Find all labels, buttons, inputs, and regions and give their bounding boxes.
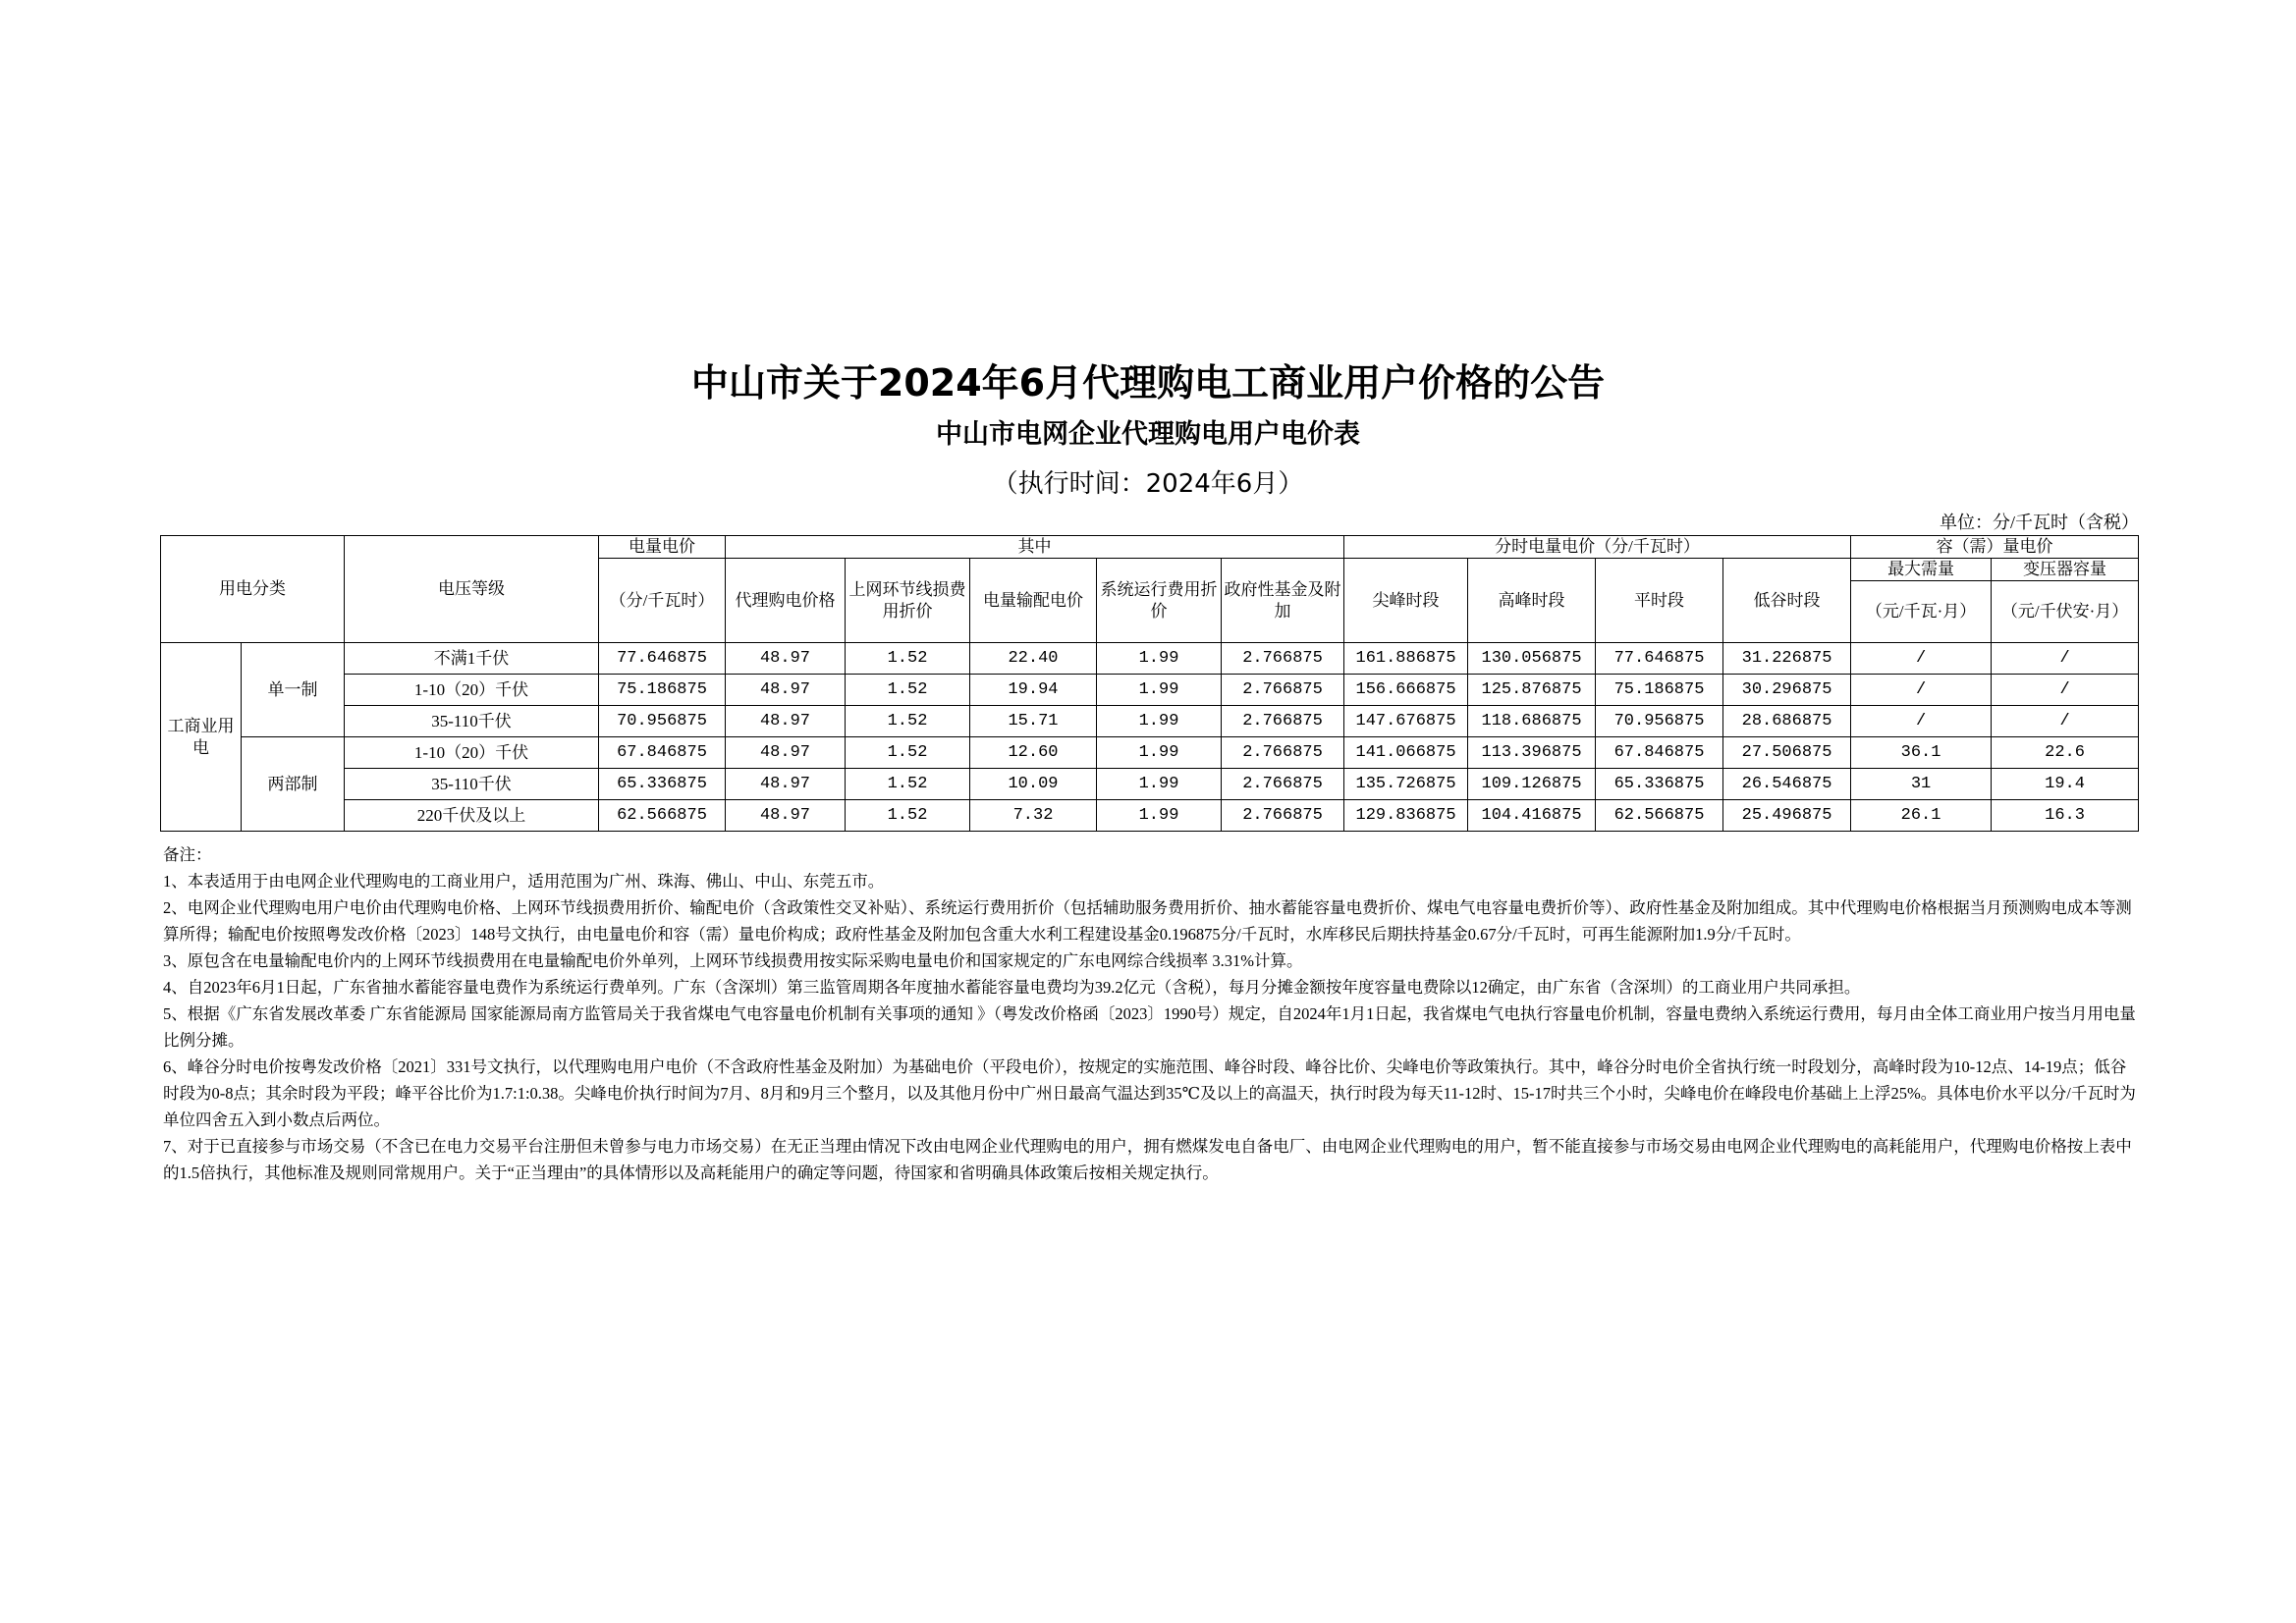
cell-purchase: 48.97 [726, 769, 846, 800]
header-max-demand-unit: （元/千瓦·月） [1851, 581, 1992, 643]
cell-voltage: 35-110千伏 [345, 769, 599, 800]
cell-purchase: 48.97 [726, 675, 846, 706]
cell-purchase: 48.97 [726, 706, 846, 737]
cell-transformer: / [1992, 643, 2139, 675]
cell-sharp: 129.836875 [1344, 800, 1468, 832]
cell-transmission: 22.40 [970, 643, 1097, 675]
cell-peak: 118.686875 [1468, 706, 1596, 737]
cell-fund: 2.766875 [1222, 706, 1344, 737]
cell-flat: 62.566875 [1596, 800, 1723, 832]
header-loss: 上网环节线损费用折价 [846, 559, 970, 643]
cell-energy: 65.336875 [599, 769, 726, 800]
cell-max-demand: / [1851, 706, 1992, 737]
cell-flat: 70.956875 [1596, 706, 1723, 737]
cell-max-demand: 31 [1851, 769, 1992, 800]
cell-loss: 1.52 [846, 769, 970, 800]
cell-valley: 27.506875 [1723, 737, 1851, 769]
cell-system: 1.99 [1097, 737, 1222, 769]
cell-voltage: 35-110千伏 [345, 706, 599, 737]
cell-transformer: 22.6 [1992, 737, 2139, 769]
cell-transformer: 16.3 [1992, 800, 2139, 832]
cell-valley: 26.546875 [1723, 769, 1851, 800]
header-purchase: 代理购电价格 [726, 559, 846, 643]
header-flat: 平时段 [1596, 559, 1723, 643]
unit-label: 单位：分/千瓦时（含税） [1940, 513, 2139, 532]
header-max-demand: 最大需量 [1851, 559, 1992, 581]
cell-transmission: 15.71 [970, 706, 1097, 737]
cell-energy: 67.846875 [599, 737, 726, 769]
cell-voltage: 220千伏及以上 [345, 800, 599, 832]
cell-loss: 1.52 [846, 737, 970, 769]
cell-fund: 2.766875 [1222, 737, 1344, 769]
cell-loss: 1.52 [846, 643, 970, 675]
notes-section [163, 841, 2139, 1186]
cell-transmission: 19.94 [970, 675, 1097, 706]
table-row [161, 800, 2139, 832]
cell-peak: 125.876875 [1468, 675, 1596, 706]
cell-fund: 2.766875 [1222, 643, 1344, 675]
cell-max-demand: 36.1 [1851, 737, 1992, 769]
cell-fund: 2.766875 [1222, 769, 1344, 800]
cell-flat: 67.846875 [1596, 737, 1723, 769]
table-subtitle: 中山市电网企业代理购电用户电价表 [936, 419, 1360, 450]
cell-sharp: 147.676875 [1344, 706, 1468, 737]
cell-energy: 75.186875 [599, 675, 726, 706]
group-label: 工商业用电 [161, 643, 242, 832]
cell-transformer: 19.4 [1992, 769, 2139, 800]
cell-max-demand: / [1851, 643, 1992, 675]
header-capacity: 容（需）量电价 [1851, 536, 2139, 559]
cell-flat: 75.186875 [1596, 675, 1723, 706]
cell-transmission: 7.32 [970, 800, 1097, 832]
header-valley: 低谷时段 [1723, 559, 1851, 643]
cell-purchase: 48.97 [726, 737, 846, 769]
cell-valley: 28.686875 [1723, 706, 1851, 737]
header-energy-price: 电量电价 [599, 536, 726, 559]
cell-transmission: 12.60 [970, 737, 1097, 769]
cell-valley: 25.496875 [1723, 800, 1851, 832]
note-item: 7、对于已直接参与市场交易（不含已在电力交易平台注册但未曾参与电力市场交易）在无正当理由情况下改由电网企业代理购电的用户，拥有燃煤发电自备电厂、由电网企业代理购电的用户，暂不能直接参与市场交易由电网企业代理购电的高耗能用户，代理购电价格按上表中的1.5倍执行，其他标准及规则同常规用户。关于“正当理由”的具体情形以及高耗能用户的确定等问题，待国家和省明确具体政策后按相关规定执行。 [163, 1137, 2132, 1182]
cell-max-demand: 26.1 [1851, 800, 1992, 832]
header-peak: 高峰时段 [1468, 559, 1596, 643]
subgroup-single: 单一制 [242, 643, 345, 737]
header-sharp: 尖峰时段 [1344, 559, 1468, 643]
header-fund: 政府性基金及附加 [1222, 559, 1344, 643]
table-row [161, 706, 2139, 737]
table-row [161, 769, 2139, 800]
cell-loss: 1.52 [846, 706, 970, 737]
cell-peak: 130.056875 [1468, 643, 1596, 675]
note-item: 4、自2023年6月1日起，广东省抽水蓄能容量电费作为系统运行费单列。广东（含深圳）第三监管周期各年度抽水蓄能容量电费均为39.2亿元（含税），每月分摊金额按年度容量电费除以12确定，由广东省（含深圳）的工商业用户共同承担。 [163, 978, 1861, 997]
cell-transformer: / [1992, 706, 2139, 737]
header-energy-unit: （分/千瓦时） [599, 559, 726, 643]
cell-voltage: 不满1千伏 [345, 643, 599, 675]
cell-sharp: 141.066875 [1344, 737, 1468, 769]
table-row [161, 643, 2139, 675]
cell-system: 1.99 [1097, 769, 1222, 800]
cell-fund: 2.766875 [1222, 800, 1344, 832]
cell-purchase: 48.97 [726, 643, 846, 675]
header-system: 系统运行费用折价 [1097, 559, 1222, 643]
cell-transformer: / [1992, 675, 2139, 706]
cell-peak: 109.126875 [1468, 769, 1596, 800]
page-title: 中山市关于2024年6月代理购电工商业用户价格的公告 [690, 361, 1606, 405]
cell-flat: 77.646875 [1596, 643, 1723, 675]
cell-system: 1.99 [1097, 800, 1222, 832]
cell-energy: 62.566875 [599, 800, 726, 832]
cell-energy: 70.956875 [599, 706, 726, 737]
note-item: 6、峰谷分时电价按粤发改价格〔2021〕331号文执行，以代理购电用户电价（不含政府性基金及附加）为基础电价（平段电价），按规定的实施范围、峰谷时段、峰谷比价、尖峰电价等政策执行。其中，峰谷分时电价全省执行统一时段划分，高峰时段为10-12点、14-19点；低谷时段为0-8点；其余时段为平段；峰平谷比价为1.7:1:0.38。尖峰电价执行时间为7月、8月和9月三个整月，以及其他月份中广州日最高气温达到35℃及以上的高温天，执行时段为每天11-12时、15-17时共三个小时，尖峰电价在峰段电价基础上上浮25%。具体电价水平以分/千瓦时为单位四舍五入到小数点后两位。 [163, 1057, 2136, 1129]
cell-flat: 65.336875 [1596, 769, 1723, 800]
cell-purchase: 48.97 [726, 800, 846, 832]
cell-system: 1.99 [1097, 706, 1222, 737]
subgroup-two-part: 两部制 [242, 737, 345, 832]
header-tou: 分时电量电价（分/千瓦时） [1344, 536, 1851, 559]
cell-fund: 2.766875 [1222, 675, 1344, 706]
cell-peak: 104.416875 [1468, 800, 1596, 832]
header-voltage: 电压等级 [345, 536, 599, 643]
cell-sharp: 156.666875 [1344, 675, 1468, 706]
execution-time: （执行时间：2024年6月） [992, 469, 1304, 499]
header-transformer-unit: （元/千伏安·月） [1992, 581, 2139, 643]
cell-sharp: 161.886875 [1344, 643, 1468, 675]
cell-system: 1.99 [1097, 643, 1222, 675]
note-item: 5、根据《广东省发展改革委 广东省能源局 国家能源局南方监管局关于我省煤电气电容量电价机制有关事项的通知 》（粤发改价格函〔2023〕1990号）规定，自2024年1月1日起，我省煤电气电执行容量电价机制，容量电费纳入系统运行费用，每月由全体工商业用户按当月用电量比例分摊。 [163, 1004, 2136, 1050]
header-transformer: 变压器容量 [1992, 559, 2139, 581]
cell-max-demand: / [1851, 675, 1992, 706]
cell-loss: 1.52 [846, 675, 970, 706]
cell-voltage: 1-10（20）千伏 [345, 737, 599, 769]
cell-valley: 31.226875 [1723, 643, 1851, 675]
cell-valley: 30.296875 [1723, 675, 1851, 706]
note-item: 3、原包含在电量输配电价内的上网环节线损费用在电量输配电价外单列，上网环节线损费用按实际采购电量电价和国家规定的广东电网综合线损率 3.31%计算。 [163, 951, 1303, 970]
note-item: 2、电网企业代理购电用户电价由代理购电价格、上网环节线损费用折价、输配电价（含政策性交叉补贴）、系统运行费用折价（包括辅助服务费用折价、抽水蓄能容量电费折价、煤电气电容量电费折价等）、政府性基金及附加组成。其中代理购电价格根据当月预测购电成本等测算所得；输配电价按照粤发改价格〔2023〕148号文执行，由电量电价和容（需）量电价构成；政府性基金及附加包含重大水利工程建设基金0.196875分/千瓦时，水库移民后期扶持基金0.67分/千瓦时，可再生能源附加1.9分/千瓦时。 [163, 898, 2132, 944]
header-among: 其中 [726, 536, 1344, 559]
table-row [161, 675, 2139, 706]
table-row [161, 737, 2139, 769]
cell-voltage: 1-10（20）千伏 [345, 675, 599, 706]
cell-sharp: 135.726875 [1344, 769, 1468, 800]
notes-label: 备注： [163, 845, 212, 864]
price-table [160, 535, 2139, 832]
cell-system: 1.99 [1097, 675, 1222, 706]
cell-energy: 77.646875 [599, 643, 726, 675]
note-item: 1、本表适用于由电网企业代理购电的工商业用户，适用范围为广州、珠海、佛山、中山、东莞五市。 [163, 872, 885, 891]
cell-transmission: 10.09 [970, 769, 1097, 800]
cell-loss: 1.52 [846, 800, 970, 832]
header-category: 用电分类 [161, 536, 345, 643]
cell-peak: 113.396875 [1468, 737, 1596, 769]
header-transmission: 电量输配电价 [970, 559, 1097, 643]
